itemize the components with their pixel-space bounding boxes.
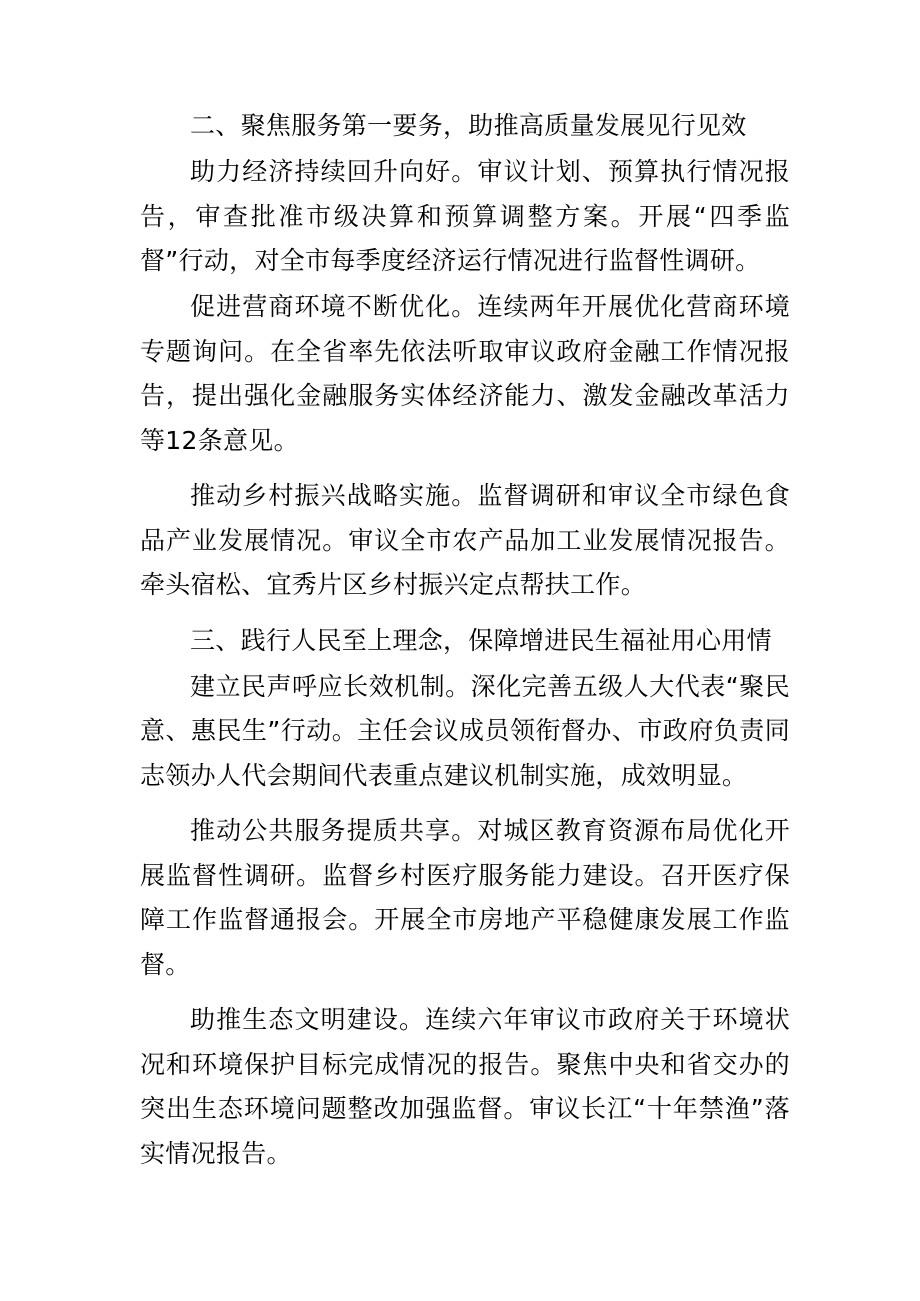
paragraph-ecology: 助推生态文明建设。连续六年审议市政府关于环境状况和环境保护目标完成情况的报告。聚焦中央和省交办的突出生态环境问题整改加强监督。审议长江“十年禁渔”落实情况报告。 xyxy=(140,1005,790,1168)
paragraph-public-voice: 建立民声呼应长效机制。深化完善五级人大代表“聚民意、惠民生”行动。主任会议成员领衔督办、市政府负责同志领办人代会期间代表重点建议机制实施，成效明显。 xyxy=(140,671,790,790)
section-heading-2: 二、聚焦服务第一要务，助推高质量发展见行见效 xyxy=(190,111,747,140)
paragraph-economy: 助力经济持续回升向好。审议计划、预算执行情况报告，审查批准市级决算和预算调整方案。开展“四季监督”行动，对全市每季度经济运行情况进行监督性调研。 xyxy=(140,157,790,275)
paragraph-business-environment: 促进营商环境不断优化。连续两年开展优化营商环境专题询问。在全省率先依法听取审议政府金融工作情况报告，提出强化金融服务实体经济能力、激发金融改革活力等12条意见。 xyxy=(140,292,790,455)
section-heading-3: 三、践行人民至上理念，保障增进民生福祉用心用情 xyxy=(190,625,772,655)
paragraph-rural-revitalization: 推动乡村振兴战略实施。监督调研和审议全市绿色食品产业发展情况。审议全市农产品加工业发展情况报告。牵头宿松、宜秀片区乡村振兴定点帮扶工作。 xyxy=(140,481,790,599)
document-page xyxy=(140,104,790,1187)
paragraph-public-services: 推动公共服务提质共享。对城区教育资源布局优化开展监督性调研。监督乡村医疗服务能力建设。召开医疗保障工作监督通报会。开展全市房地产平稳健康发展工作监督。 xyxy=(140,816,790,979)
